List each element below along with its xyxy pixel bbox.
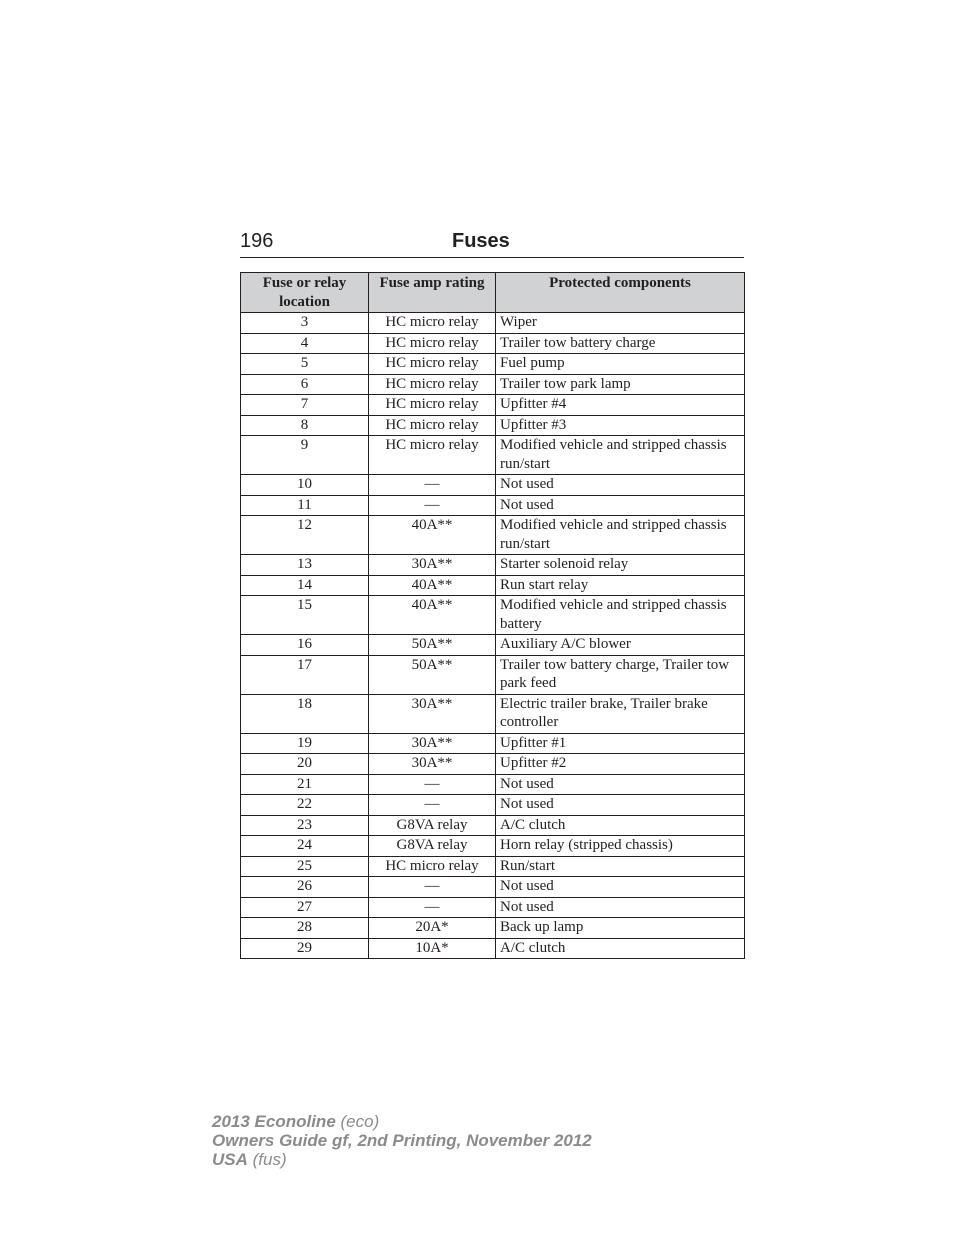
fuse-rating-cell: 20A*	[369, 918, 496, 939]
table-row	[241, 475, 745, 496]
fuse-location-cell: 5	[241, 354, 369, 375]
footer-section-code: (fus)	[247, 1150, 287, 1169]
footer-line-1	[212, 1112, 592, 1131]
page-header	[240, 229, 744, 258]
protected-component-cell: Auxiliary A/C blower	[496, 635, 745, 656]
fuse-rating-cell: —	[369, 897, 496, 918]
protected-component-cell: Trailer tow battery charge, Trailer tow park feed	[496, 655, 745, 694]
protected-component-cell: Not used	[496, 877, 745, 898]
fuse-rating-cell: G8VA relay	[369, 836, 496, 857]
table-row	[241, 415, 745, 436]
table-row	[241, 733, 745, 754]
section-title-wrap	[452, 229, 510, 253]
fuse-rating-cell: 30A**	[369, 555, 496, 576]
table-header-row	[241, 273, 745, 313]
protected-component-cell: Back up lamp	[496, 918, 745, 939]
fuse-rating-cell: —	[369, 475, 496, 496]
fuse-rating-cell: HC micro relay	[369, 436, 496, 475]
footer-model-code: (eco)	[335, 1112, 380, 1131]
table-row	[241, 555, 745, 576]
section-title: Fuses	[452, 230, 510, 252]
protected-component-cell: Upfitter #4	[496, 395, 745, 416]
table-row	[241, 333, 745, 354]
fuse-location-cell: 7	[241, 395, 369, 416]
protected-component-cell: Modified vehicle and stripped chassis run/start	[496, 516, 745, 555]
document-footer	[212, 1112, 592, 1169]
protected-component-cell: Electric trailer brake, Trailer brake controller	[496, 694, 745, 733]
fuse-rating-cell: HC micro relay	[369, 354, 496, 375]
footer-line-3	[212, 1150, 592, 1169]
footer-model: 2013 Econoline	[212, 1112, 336, 1131]
fuse-location-cell: 12	[241, 516, 369, 555]
table-row	[241, 395, 745, 416]
fuse-location-cell: 29	[241, 938, 369, 959]
fuse-location-cell: 17	[241, 655, 369, 694]
fuse-rating-cell: 30A**	[369, 694, 496, 733]
table-row	[241, 694, 745, 733]
protected-component-cell: Modified vehicle and stripped chassis run/start	[496, 436, 745, 475]
protected-component-cell: Horn relay (stripped chassis)	[496, 836, 745, 857]
protected-component-cell: Not used	[496, 475, 745, 496]
fuse-location-cell: 4	[241, 333, 369, 354]
table-row	[241, 374, 745, 395]
fuse-location-cell: 21	[241, 774, 369, 795]
protected-component-cell: Starter solenoid relay	[496, 555, 745, 576]
table-row	[241, 754, 745, 775]
column-header-components: Protected components	[496, 273, 745, 313]
protected-component-cell: Wiper	[496, 313, 745, 334]
table-row	[241, 635, 745, 656]
table-row	[241, 774, 745, 795]
fuse-rating-cell: HC micro relay	[369, 333, 496, 354]
fuse-location-cell: 23	[241, 815, 369, 836]
fuse-rating-cell: 50A**	[369, 655, 496, 694]
fuse-rating-cell: 40A**	[369, 516, 496, 555]
fuse-rating-cell: HC micro relay	[369, 313, 496, 334]
table-row	[241, 918, 745, 939]
fuse-rating-cell: 50A**	[369, 635, 496, 656]
page-number: 196	[240, 230, 274, 252]
fuse-location-cell: 25	[241, 856, 369, 877]
fuse-location-cell: 14	[241, 575, 369, 596]
protected-component-cell: Modified vehicle and stripped chassis battery	[496, 596, 745, 635]
fuse-location-cell: 16	[241, 635, 369, 656]
protected-component-cell: Run start relay	[496, 575, 745, 596]
fuse-location-cell: 15	[241, 596, 369, 635]
table-row	[241, 815, 745, 836]
protected-component-cell: Upfitter #1	[496, 733, 745, 754]
fuse-location-cell: 18	[241, 694, 369, 733]
table-row	[241, 938, 745, 959]
fuse-table	[240, 272, 745, 959]
fuse-rating-cell: G8VA relay	[369, 815, 496, 836]
protected-component-cell: Not used	[496, 897, 745, 918]
protected-component-cell: A/C clutch	[496, 938, 745, 959]
fuse-rating-cell: 10A*	[369, 938, 496, 959]
column-header-rating: Fuse amp rating	[369, 273, 496, 313]
fuse-rating-cell: HC micro relay	[369, 395, 496, 416]
protected-component-cell: A/C clutch	[496, 815, 745, 836]
fuse-rating-cell: 30A**	[369, 733, 496, 754]
fuse-rating-cell: 40A**	[369, 596, 496, 635]
table-row	[241, 313, 745, 334]
fuse-location-cell: 20	[241, 754, 369, 775]
table-row	[241, 897, 745, 918]
fuse-location-cell: 27	[241, 897, 369, 918]
footer-market: USA	[212, 1150, 248, 1169]
fuse-table-body	[241, 313, 745, 959]
table-row	[241, 596, 745, 635]
protected-component-cell: Fuel pump	[496, 354, 745, 375]
fuse-rating-cell: HC micro relay	[369, 374, 496, 395]
table-row	[241, 436, 745, 475]
protected-component-cell: Trailer tow park lamp	[496, 374, 745, 395]
table-row	[241, 836, 745, 857]
fuse-rating-cell: —	[369, 877, 496, 898]
protected-component-cell: Upfitter #3	[496, 415, 745, 436]
table-row	[241, 495, 745, 516]
fuse-location-cell: 26	[241, 877, 369, 898]
fuse-location-cell: 10	[241, 475, 369, 496]
protected-component-cell: Not used	[496, 495, 745, 516]
table-row	[241, 575, 745, 596]
fuse-rating-cell: HC micro relay	[369, 856, 496, 877]
fuse-location-cell: 9	[241, 436, 369, 475]
table-row	[241, 795, 745, 816]
fuse-location-cell: 22	[241, 795, 369, 816]
table-row	[241, 655, 745, 694]
table-row	[241, 354, 745, 375]
protected-component-cell: Run/start	[496, 856, 745, 877]
fuse-location-cell: 28	[241, 918, 369, 939]
fuse-location-cell: 6	[241, 374, 369, 395]
protected-component-cell: Not used	[496, 774, 745, 795]
fuse-location-cell: 8	[241, 415, 369, 436]
fuse-location-cell: 11	[241, 495, 369, 516]
fuse-rating-cell: —	[369, 795, 496, 816]
protected-component-cell: Not used	[496, 795, 745, 816]
fuse-rating-cell: —	[369, 495, 496, 516]
fuse-location-cell: 24	[241, 836, 369, 857]
fuse-location-cell: 3	[241, 313, 369, 334]
fuse-location-cell: 19	[241, 733, 369, 754]
footer-line-2: Owners Guide gf, 2nd Printing, November 2012	[212, 1131, 592, 1150]
fuse-rating-cell: HC micro relay	[369, 415, 496, 436]
fuse-rating-cell: —	[369, 774, 496, 795]
table-row	[241, 516, 745, 555]
column-header-location: Fuse or relay location	[241, 273, 369, 313]
fuse-rating-cell: 40A**	[369, 575, 496, 596]
protected-component-cell: Trailer tow battery charge	[496, 333, 745, 354]
table-row	[241, 856, 745, 877]
fuse-rating-cell: 30A**	[369, 754, 496, 775]
protected-component-cell: Upfitter #2	[496, 754, 745, 775]
fuse-location-cell: 13	[241, 555, 369, 576]
table-row	[241, 877, 745, 898]
